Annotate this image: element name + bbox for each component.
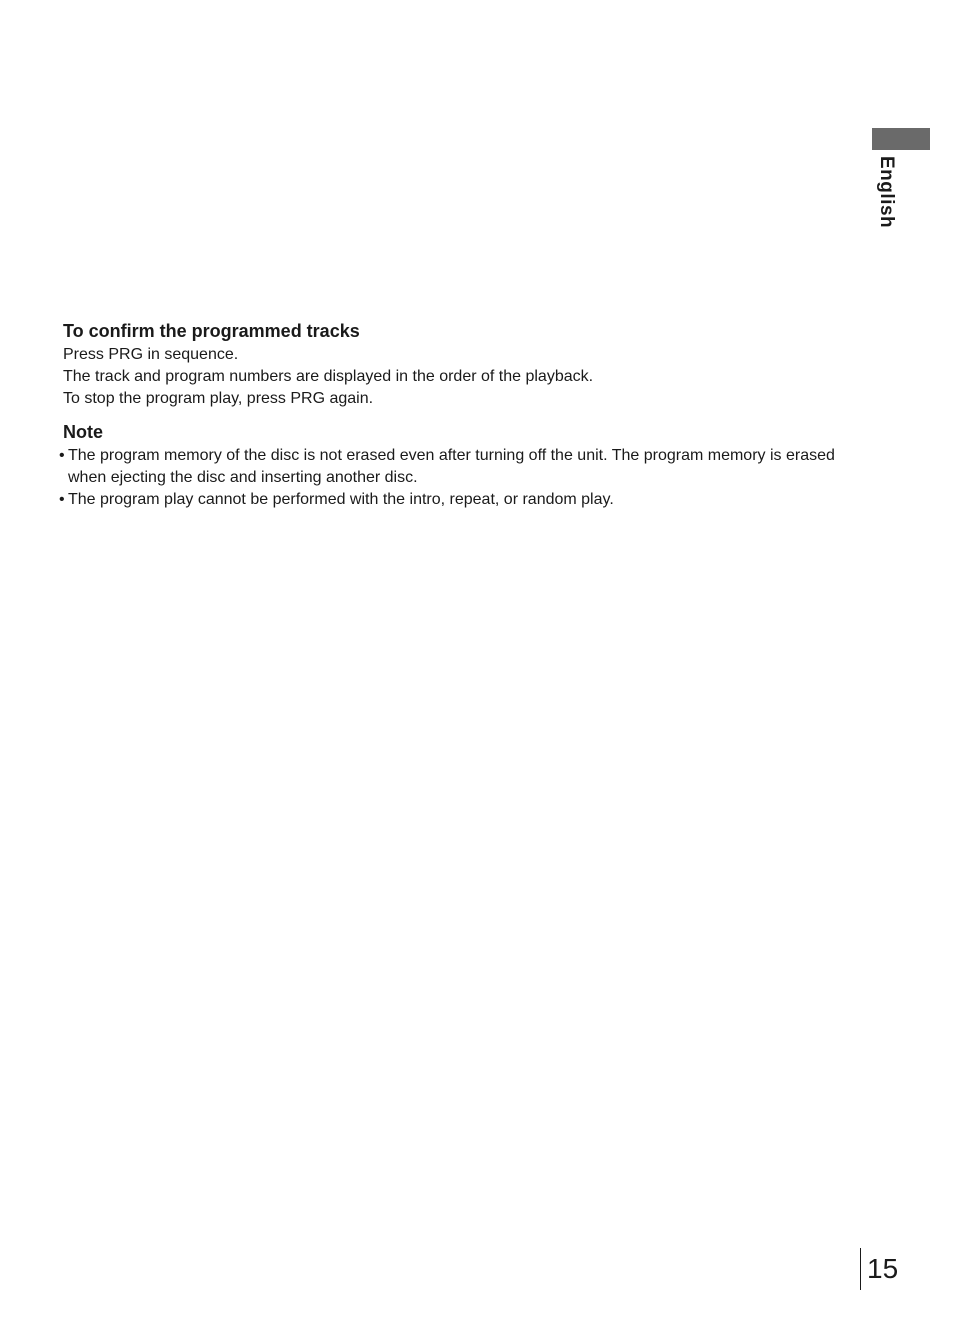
note-heading: Note bbox=[63, 422, 103, 442]
page-number: 15 bbox=[867, 1253, 899, 1284]
bullet-icon: • bbox=[59, 447, 65, 464]
note-item-play-modes bbox=[59, 489, 873, 511]
confirm-step-press-prg: Press PRG in sequence. bbox=[63, 346, 239, 363]
confirm-step-display-order: The track and program numbers are displayed in the order of the playback. bbox=[63, 368, 594, 385]
confirm-programmed-tracks-heading: To confirm the programmed tracks bbox=[63, 321, 360, 341]
note-list bbox=[59, 445, 873, 511]
page-number-rule bbox=[860, 1248, 861, 1290]
note-item-text: The program play cannot be performed with the intro, repeat, or random play. bbox=[68, 491, 614, 508]
note-item-memory bbox=[59, 445, 873, 489]
confirm-step-stop-program: To stop the program play, press PRG again. bbox=[63, 390, 374, 407]
note-item-text: The program memory of the disc is not erased even after turning off the unit. The program memory is erased when ejecting the disc and inserting another disc. bbox=[68, 447, 835, 486]
page-footer bbox=[860, 1248, 898, 1290]
language-tab-marker bbox=[872, 128, 930, 150]
language-label: English bbox=[876, 156, 897, 229]
bullet-icon: • bbox=[59, 491, 65, 508]
page-content bbox=[59, 318, 873, 511]
